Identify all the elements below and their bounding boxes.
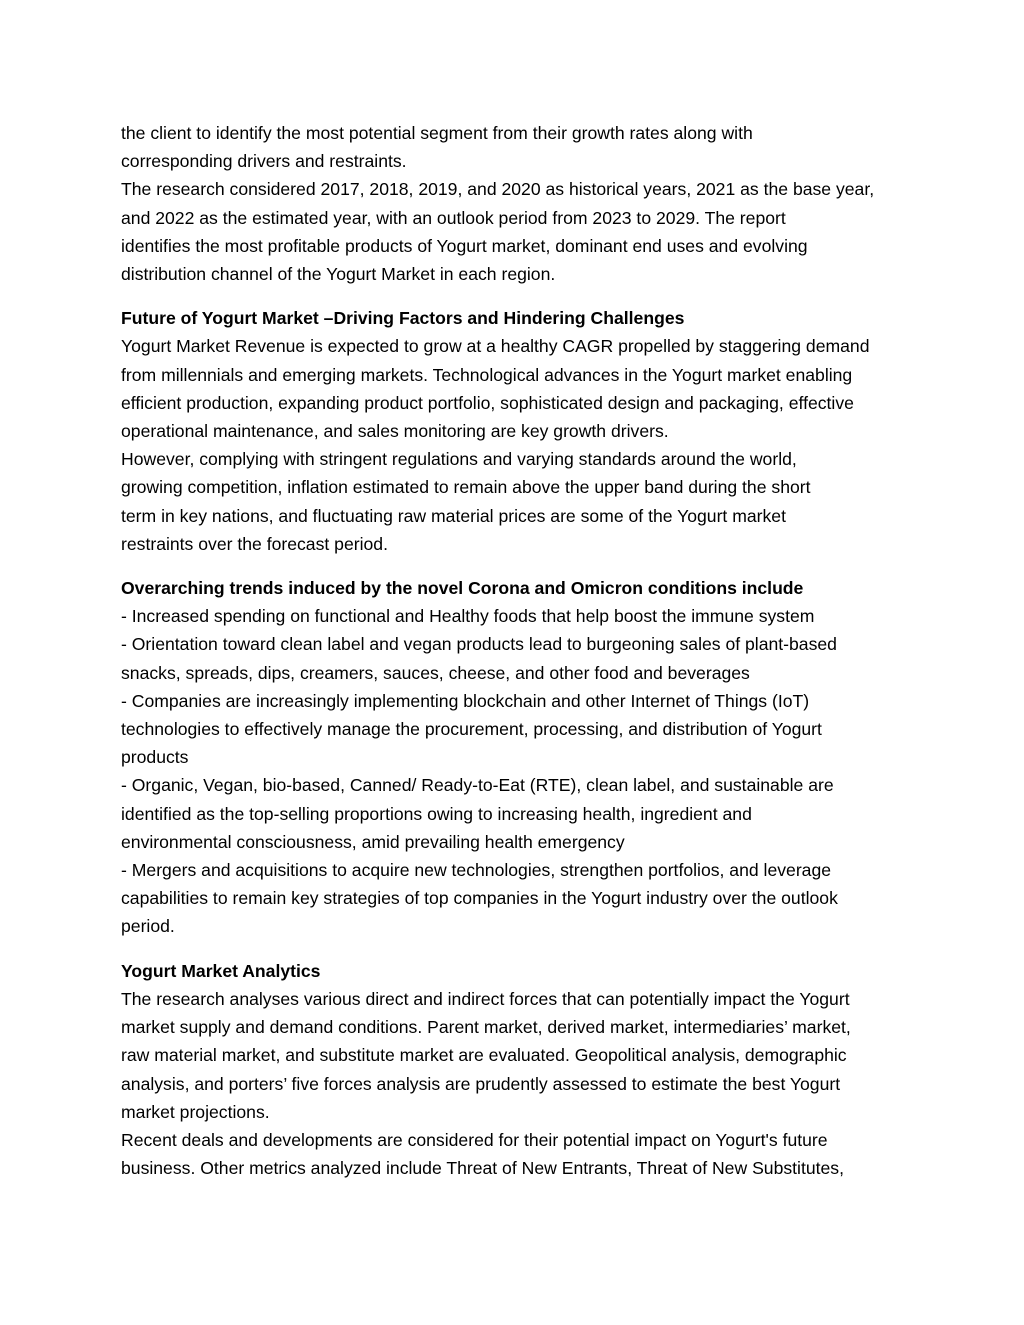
text-line: efficient production, expanding product portfolio, sophisticated design and packaging, effective [121,392,854,413]
paragraph-report-scope [121,119,911,288]
heading-text: Yogurt Market Analytics [121,960,321,981]
text-line: corresponding drivers and restraints. [121,151,407,172]
heading-text: Overarching trends induced by the novel Corona and Omicron conditions include [121,578,804,599]
text-line: raw material market, and substitute market are evaluated. Geopolitical analysis, demographic [121,1045,847,1066]
text-line: - Companies are increasingly implementing blockchain and other Internet of Things (IoT) [121,690,810,711]
text-line: - Orientation toward clean label and vegan products lead to burgeoning sales of plant-based [121,634,837,655]
text-line: technologies to effectively manage the procurement, processing, and distribution of Yogurt [121,719,822,740]
text-line: capabilities to remain key strategies of top companies in the Yogurt industry over the outlook [121,888,838,909]
text-line: Recent deals and developments are considered for their potential impact on Yogurt's future [121,1129,828,1150]
text-line: growing competition, inflation estimated to remain above the upper band during the short [121,477,811,498]
text-line: from millennials and emerging markets. Technological advances in the Yogurt market enabling [121,364,853,385]
text-line: snacks, spreads, dips, creamers, sauces, cheese, and other food and beverages [121,662,750,683]
text-line: identified as the top-selling proportions owing to increasing health, ingredient and [121,803,752,824]
text-line: market supply and demand conditions. Parent market, derived market, intermediaries’ market, [121,1017,851,1038]
document-page [121,119,911,1182]
paragraph-market-analytics [121,985,911,1182]
text-line: and 2022 as the estimated year, with an outlook period from 2023 to 2029. The report [121,207,786,228]
text-line: - Increased spending on functional and Healthy foods that help boost the immune system [121,606,815,627]
text-line: environmental consciousness, amid prevailing health emergency [121,831,625,852]
text-line: identifies the most profitable products of Yogurt market, dominant end uses and evolving [121,235,808,256]
list-overarching-trends [121,602,911,940]
section-heading-overarching-trends [121,574,911,602]
text-line: operational maintenance, and sales monitoring are key growth drivers. [121,421,669,442]
text-line: - Organic, Vegan, bio-based, Canned/ Ready-to-Eat (RTE), clean label, and sustainable are [121,775,834,796]
text-line: market projections. [121,1101,270,1122]
section-heading-market-analytics [121,957,911,985]
section-heading-driving-factors [121,304,911,332]
text-line: - Mergers and acquisitions to acquire new technologies, strengthen portfolios, and leverage [121,860,832,881]
text-line: Yogurt Market Revenue is expected to grow at a healthy CAGR propelled by staggering demand [121,336,870,357]
text-line: However, complying with stringent regulations and varying standards around the world, [121,449,797,470]
text-line: analysis, and porters’ five forces analysis are prudently assessed to estimate the best Yogurt [121,1073,841,1094]
text-line: term in key nations, and fluctuating raw material prices are some of the Yogurt market [121,505,786,526]
text-line: period. [121,916,175,937]
text-line: business. Other metrics analyzed include Threat of New Entrants, Threat of New Substitutes, [121,1158,844,1179]
text-line: distribution channel of the Yogurt Market in each region. [121,264,556,285]
paragraph-driving-factors [121,332,911,558]
text-line: the client to identify the most potential segment from their growth rates along with [121,123,753,143]
heading-text: Future of Yogurt Market –Driving Factors and Hindering Challenges [121,308,685,329]
text-line: products [121,747,189,768]
text-line: restraints over the forecast period. [121,533,388,554]
text-line: The research considered 2017, 2018, 2019, and 2020 as historical years, 2021 as the base year, [121,179,875,200]
text-line: The research analyses various direct and indirect forces that can potentially impact the Yogurt [121,988,850,1009]
